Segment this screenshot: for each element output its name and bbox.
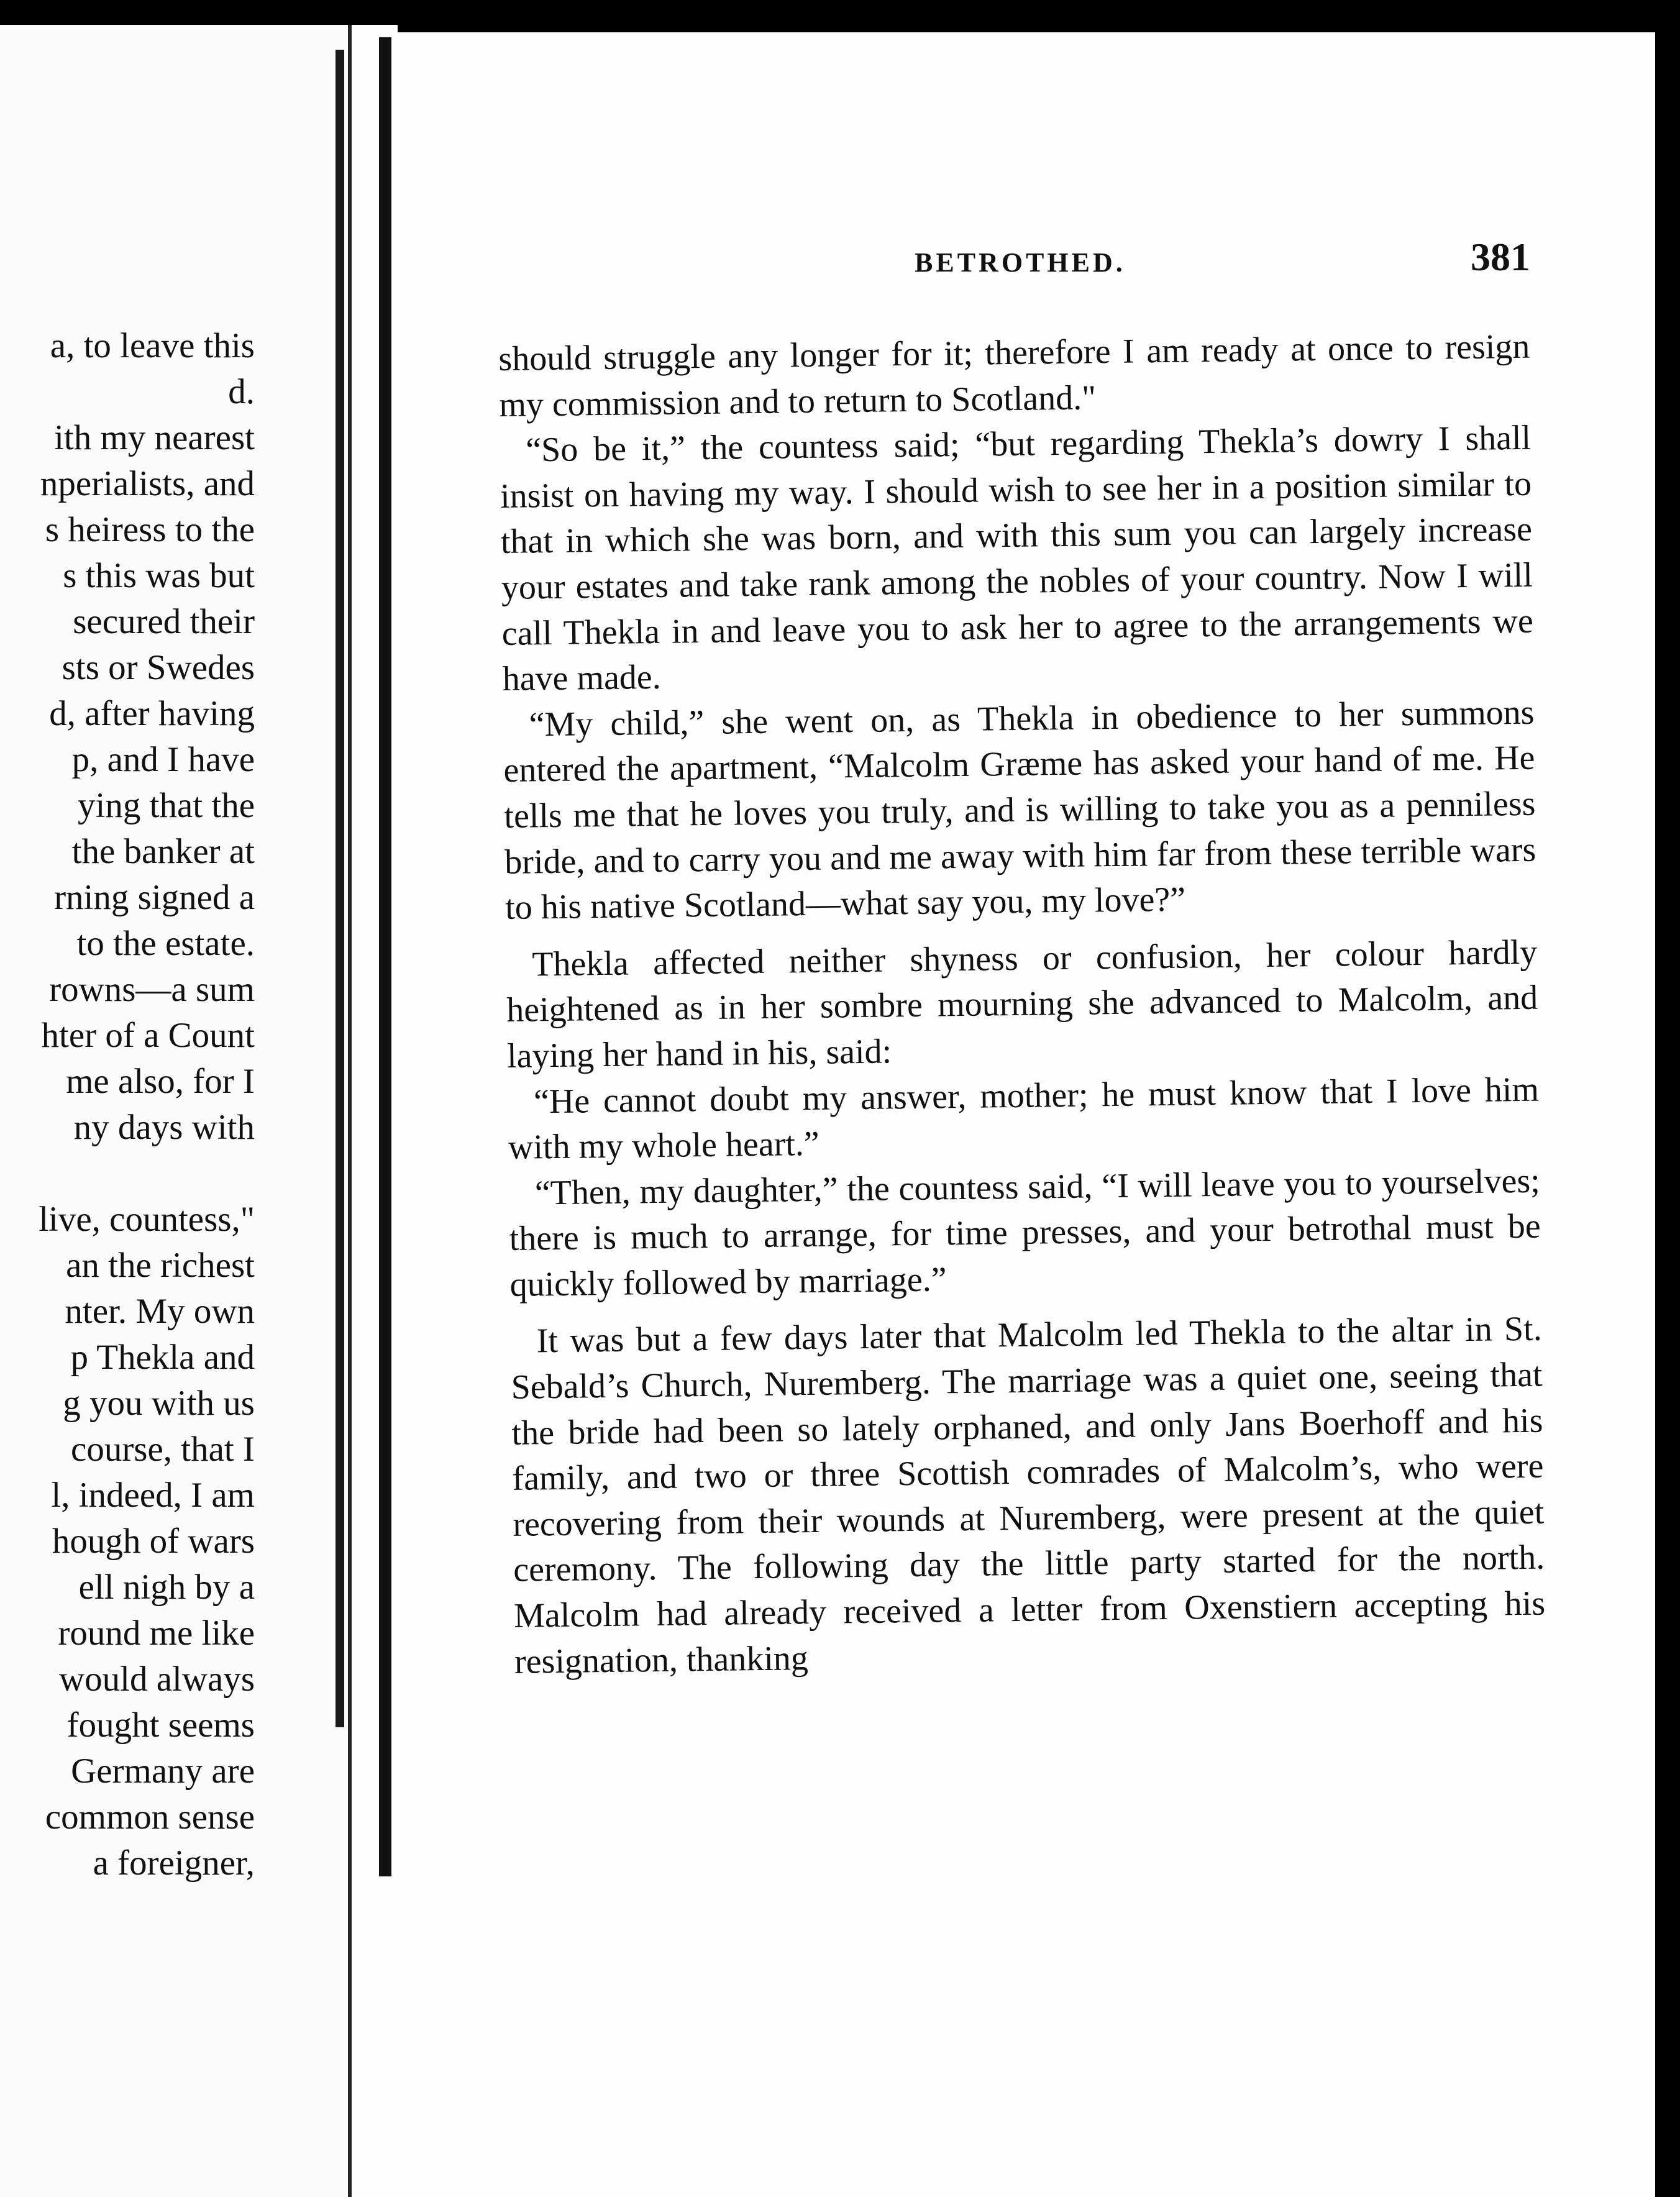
- left-page-line: rowns—a sum: [49, 970, 255, 1009]
- left-page-line: s heiress to the: [45, 510, 255, 549]
- left-page-line: ell nigh by a: [78, 1568, 255, 1607]
- paragraph: “My child,” she went on, as Thekla in obedience to her summons entered the apartment, “Malcolm Græme has asked your hand of me. He tells me that he loves you truly, and is willing to take you as a penniless bride, and to carry you and me away with him far from these terrible wars to his native Scotland—what say you, my love?”: [503, 693, 1536, 928]
- left-page-line: to the estate.: [76, 924, 255, 963]
- page-edge-shadow: [336, 50, 344, 1727]
- left-page-line: secured their: [73, 602, 255, 641]
- left-page-line: s this was but: [63, 556, 255, 595]
- left-page-line: rning signed a: [54, 878, 255, 917]
- paragraph: Thekla affected neither shyness or confusion, her colour hardly heightened as in her sombre mourning she advanced to Malcolm, and laying her hand in his, said:: [506, 933, 1538, 1076]
- left-page-line: fought seems: [66, 1706, 255, 1745]
- left-page-line: course, that I: [71, 1430, 255, 1469]
- running-title: BETROTHED.: [915, 247, 1126, 278]
- page-number: 381: [1471, 235, 1530, 279]
- left-page-line: p Thekla and: [70, 1338, 255, 1377]
- paragraph: “So be it,” the countess said; “but regarding Thekla’s dowry I shall insist on having my way. I should wish to see her in a position similar to that in which she was born, and with this sum you can largely increase your estates and take rank among the nobles of your country. Now I will call Thekla in and leave you to ask her to agree to the arrangements we have made.: [500, 418, 1534, 699]
- left-page-line: would always: [58, 1660, 255, 1699]
- left-page-line: Germany are: [71, 1752, 255, 1791]
- left-page-line: [0, 1151, 255, 1197]
- paragraph: “He cannot doubt my answer, mother; he must know that I love him with my whole heart.”: [508, 1070, 1540, 1167]
- paragraph: It was but a few days later that Malcolm led Thekla to the altar in St. Sebald’s Church, Nuremberg. The marriage was a quiet one, seeing that the bride had been so lately orphaned, and only Jans Boerhoff and his family, and two or three Scottish comrades of Malcolm’s, who were recovering from their wounds at Nuremberg, were present at the quiet ceremony. The following day the little party started for the north. Malcolm had already received a letter from Oxenstiern accepting his resignation, thanking: [511, 1310, 1546, 1681]
- left-page-line: a, to leave this: [50, 326, 255, 365]
- paragraph-continuation: should struggle any longer for it; therefore I am ready at once to resign my commission and to return to Scotland.": [498, 327, 1530, 424]
- left-page-line: sts or Swedes: [62, 648, 255, 687]
- left-page-line: ith my nearest: [54, 418, 255, 457]
- left-page-line: g you with us: [63, 1384, 255, 1423]
- left-page-line: hough of wars: [52, 1522, 255, 1561]
- left-page-line: d, after having: [49, 694, 255, 733]
- left-page-line: the banker at: [71, 832, 255, 871]
- left-page-line: nperialists, and: [40, 464, 255, 503]
- left-page-fragment: [0, 25, 352, 2197]
- left-page-line: l, indeed, I am: [51, 1476, 255, 1515]
- left-page-line: ying that the: [78, 786, 255, 825]
- left-page-line: an the richest: [66, 1246, 255, 1285]
- left-page-line: d.: [228, 372, 255, 411]
- binding-shadow: [379, 37, 391, 1876]
- left-page-text: [0, 323, 255, 1886]
- left-page-line: nter. My own: [65, 1292, 255, 1331]
- left-page-line: live, countess,": [39, 1200, 255, 1239]
- paragraph: “Then, my daughter,” the countess said, “I will leave you to yourselves; there is much to arrange, for time presses, and your betrothal must be quickly followed by marriage.”: [509, 1161, 1541, 1304]
- left-page-line: common sense: [45, 1797, 255, 1837]
- page-body-text: [498, 324, 1546, 1685]
- left-page-line: p, and I have: [71, 740, 255, 779]
- left-page-line: round me like: [58, 1614, 255, 1653]
- left-page-line: me also, for I: [66, 1062, 255, 1101]
- running-head: [393, 234, 1573, 290]
- right-page: [393, 32, 1680, 2197]
- left-page-line: ny days with: [73, 1108, 255, 1147]
- scan-border: [1655, 0, 1680, 2197]
- left-page-line: a foreigner,: [93, 1843, 255, 1883]
- left-page-line: hter of a Count: [41, 1016, 255, 1055]
